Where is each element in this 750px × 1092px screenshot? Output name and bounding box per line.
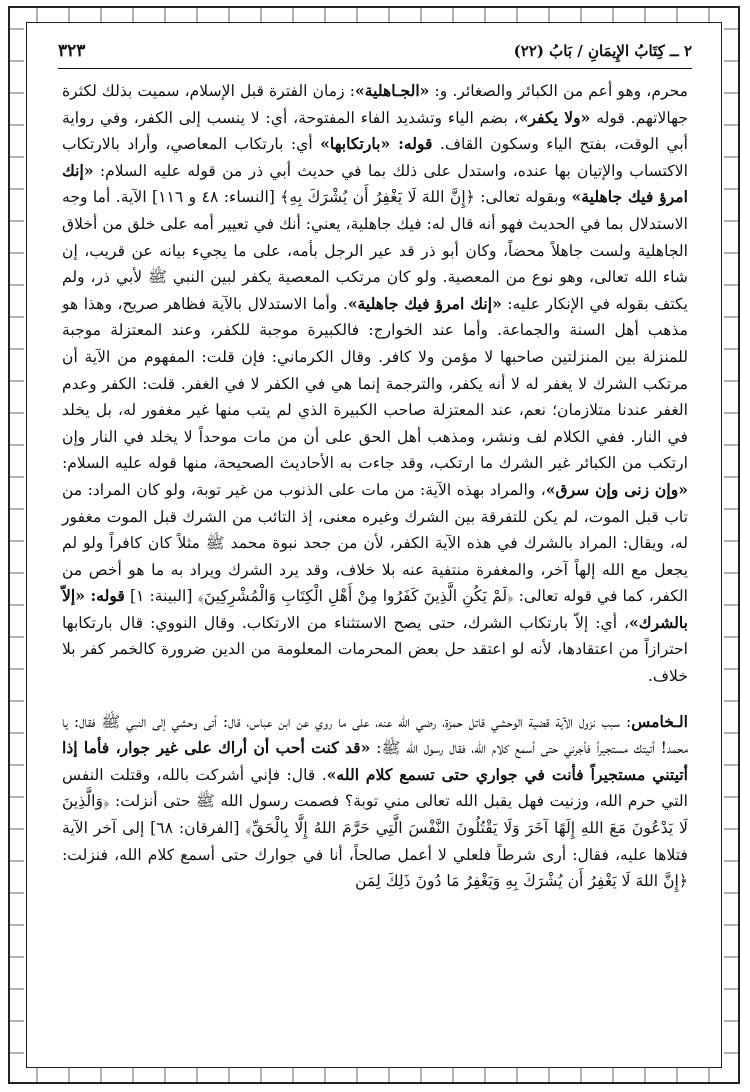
body-text: . وأما الاستدلال بالآية فظاهر صريح، وهذا هو مذهب أهل السنة والجماعة. وأما عند الخوارج: فالكبيرة موجبة للكفر، وعند المعتزلة موجبة للمنزلة بين المنزلتين صاحبها لا مؤمن ولا كافر. وقال الكرماني: فإن قلت: المفهوم من الآية أن مرتكب الشرك لا يغفر له لا أنه يكفر، والترجمة إنما هي في الكفر لا في الغفر. قلت: الكفر وعدم الغفر عندنا متلازمان؛ نعم، عند المعتزلة صاحب الكبيرة الذي لم يتب منها غير مغفور له، بل يخلد في النار. ففي الكلام لف ونشر، ومذهب أهل الحق على أن من مات موحداً لا يخلد في النار وإن ارتكب من الكبائر غير الشرك ما ارتكب، وقد جاءت به الأحاديث الصحيحة، منها قوله عليه السلام: <box>62 294 688 473</box>
paragraph-fifth-section <box>62 709 688 895</box>
ornamental-border-left <box>10 28 24 1062</box>
body-text: : سبب نزول الآية قضية الوحشي قاتل حمزة، رضي الله عنه، على ما روي عن ابن عباس، قال: أتى وحشي إلى النبي ﷺ فقال: يا محمد! أتيتك مستجيراً فأجرني حتى أسمع كلام الله، فقال رسول الله ﷺ: <box>62 712 689 758</box>
body-text: وبقوله تعالى: ﴿إِنَّ اللهَ لَا يَغْفِرُ أَن يُشْرَكَ بِهِ﴾ [النساء: ٤٨ و ١١٦] الآية. أما وجه الاستدلال بما في الحديث فهو أنه قال له: فيك جاهلية، يعني: أنك في تعيير أمه على خلق من أخلاق الجاهلية ولست جاهلاً محضاً، وكان أبو ذر قد عير الرجل بأمه، على ما يجيء بيانه عن قريب، إن شاء الله تعالى، وهو نوع من المعصية. ولو كان مرتكب المعصية يكفر لبين النبي ﷺ لأبي ذر، ولم يكتف بقوله في الإنكار عليه: <box>62 188 688 313</box>
emphasis-text: «وإن زنى وإن سرق» <box>545 479 688 499</box>
page-header <box>58 36 692 66</box>
body-text: . قال: فإني أشركت بالله، وقتلت النفس التي حرم الله، وزنيت فهل يقبل الله تعالى مني توبة؟ فصمت رسول الله ﷺ حتى أنزلت: ﴿وَالَّذِينَ لَا يَدْعُونَ مَعَ اللهِ إِلَهًا آخَرَ وَلَا يَقْتُلُونَ النَّفْسَ الَّتِي حَرَّمَ اللهُ إِلَّا بِالْحَقِّ﴾ [الفرقان: ٦٨] إلى آخر الآية فتلاها عليه، فقال: أرى شرطاً فلعلي لا أعمل صالحاً، أنا في جوارك حتى أسمع كلام الله، فنزلت: ﴿إِنَّ اللهَ لَا يَغْفِرُ أَن يُشْرَكَ بِهِ وَيَغْفِرُ مَا دُونَ ذَلِكَ لِمَن <box>62 765 688 891</box>
ornamental-border-bottom <box>30 1068 718 1082</box>
body-text: : زمان الفترة قبل الإسلام، سميت بذلك لكثرة جهالاتهم. قوله <box>62 82 688 127</box>
ornamental-border-right <box>724 28 738 1062</box>
body-text: محرم، وهو أعم من الكبائر والصغائر. و: <box>429 82 688 100</box>
paragraph-commentary <box>62 78 688 690</box>
page-body <box>62 78 688 1062</box>
header-rule <box>58 68 692 69</box>
emphasis-text: «إنك امرؤ فيك جاهلية» <box>347 293 502 313</box>
body-text: ، أي: إلاّ بارتكاب الشرك، حتى يصح الاستثناء من الارتكاب. وقال النووي: قال بارتكابها احترازاً من اعتقادها، لأنه لو اعتقد حل بعض المحرمات المعلومة من الدين ضرورة كالخمر كفر بلا خلاف. <box>62 613 688 686</box>
body-text: ، بضم الياء وتشديد الفاء المفتوحة، أي: لا ينسب إلى الكفر، وفي رواية أبي الوقت، بفتح الياء وسكون القاف. <box>62 108 689 154</box>
emphasis-text: قوله: «إلاّ بالشرك» <box>62 586 688 632</box>
emphasis-text: «ولا يكفر» <box>518 107 591 127</box>
page-number: ٣٢٣ <box>58 41 86 61</box>
emphasis-text: «الجـاهلية» <box>355 81 430 100</box>
body-text: ، والمراد بهذه الآية: من مات على الذنوب من غير توبة، ولو كان المراد: من تاب قبل الموت، لم يكن للتفرقة بين الشرك وغيره معنى، إذ التائب من الشرك قبل الموت مغفور له، ويقال: المراد بالشرك في هذه الآية الكفر، لأن من جحد نبوة محمد ﷺ مثلاً كان كافراً ولو لم يجعل مع الله إلهاً آخر، والمغفرة منتفية عنه بلا خلاف، وقد يرد الشرك ويراد به ما هو أخص من الكفر، كما في قوله تعالى: ﴿لَمْ يَكُنِ الَّذِينَ كَفَرُوا مِنْ أَهْلِ الْكِتَابِ وَالْمُشْرِكِينَ﴾ [البينة: ١] <box>62 480 688 606</box>
ornamental-border-top <box>30 8 718 22</box>
body-text: أي: بارتكاب المعاصي، وأراد بالارتكاب الاكتساب والإتيان بها عنده، واستدل على ذلك بما في حديث أبي ذر من قوله عليه السلام: <box>62 135 688 180</box>
emphasis-text: «قد كنت أحب أن أراك على غير جوار، فأما إذا أتيتني مستجيراً فأنت في جواري حتى تسمع كلام الله» <box>62 738 688 784</box>
emphasis-text: «إنك امرؤ فيك جاهلية» <box>62 160 688 207</box>
running-title: ٢ ــ كِتَابُ الإِيمَانِ / بَابُ (٢٢) <box>513 42 692 60</box>
emphasis-text: قوله: «بارتكابها» <box>320 134 433 154</box>
emphasis-text: الـخامس <box>631 711 688 731</box>
